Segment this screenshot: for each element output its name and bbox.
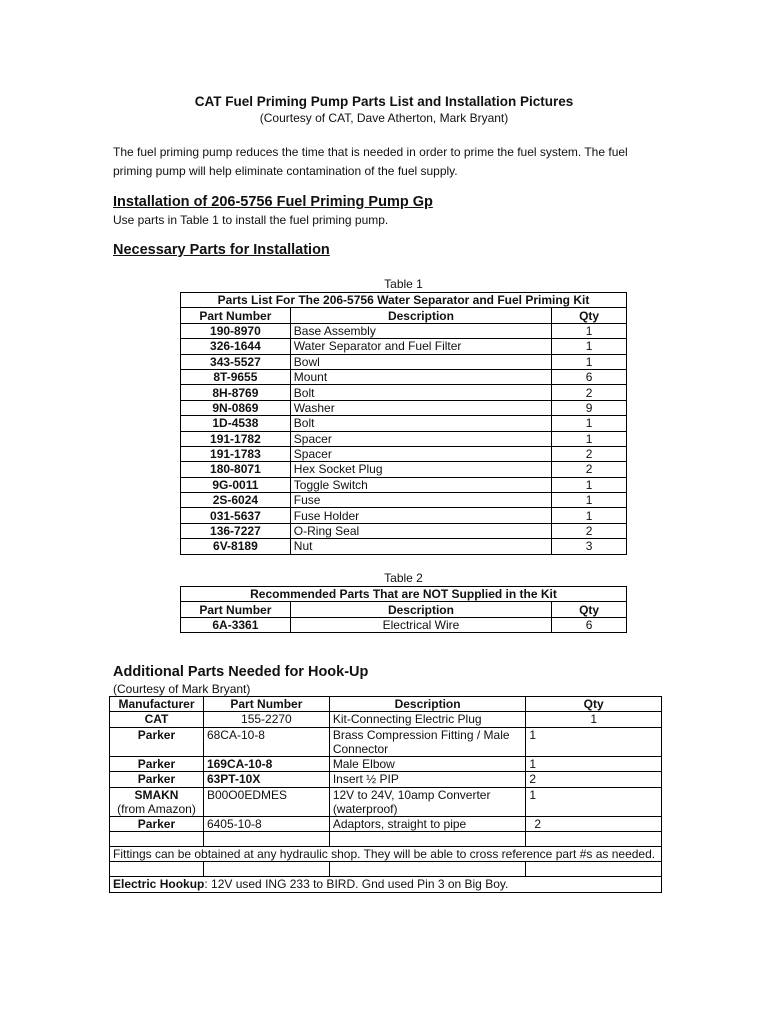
part-number: 191-1783 <box>181 446 291 461</box>
part-number: 155-2270 <box>203 712 329 727</box>
table-row <box>181 539 627 554</box>
description: Bolt <box>290 416 551 431</box>
qty: 1 <box>552 354 627 369</box>
part-number: 9N-0869 <box>181 400 291 415</box>
description: O-Ring Seal <box>290 523 551 538</box>
description: Washer <box>290 400 551 415</box>
description: Hex Socket Plug <box>290 462 551 477</box>
table-row <box>110 727 662 756</box>
qty: 1 <box>526 727 662 756</box>
table-row <box>181 446 627 461</box>
table1-col-qty: Qty <box>552 308 627 323</box>
part-number: 326-1644 <box>181 339 291 354</box>
qty: 1 <box>526 787 662 816</box>
table2-caption: Table 2 <box>384 571 423 585</box>
qty: 1 <box>552 493 627 508</box>
table-row <box>110 756 662 771</box>
description: 12V to 24V, 10amp Converter (waterproof) <box>329 787 526 816</box>
description: Brass Compression Fitting / Male Connector <box>329 727 526 756</box>
part-number: 6V-8189 <box>181 539 291 554</box>
additional-heading: Additional Parts Needed for Hook-Up <box>113 664 369 680</box>
description: Kit-Connecting Electric Plug <box>329 712 526 727</box>
qty: 1 <box>552 323 627 338</box>
manufacturer-source: (from Amazon) <box>117 801 196 816</box>
qty: 2 <box>552 446 627 461</box>
qty: 2 <box>552 523 627 538</box>
part-number: 8T-9655 <box>181 369 291 384</box>
manufacturer: CAT <box>110 712 204 727</box>
table3-col-part: Part Number <box>203 697 329 712</box>
table-row <box>181 508 627 523</box>
description: Mount <box>290 369 551 384</box>
empty-row <box>110 831 662 846</box>
table3-col-desc: Description <box>329 697 526 712</box>
description: Fuse <box>290 493 551 508</box>
table1-caption: Table 1 <box>384 277 423 291</box>
description: Nut <box>290 539 551 554</box>
qty: 1 <box>526 712 662 727</box>
table-row <box>181 400 627 415</box>
table-row <box>110 712 662 727</box>
qty: 6 <box>552 369 627 384</box>
part-number: 1D-4538 <box>181 416 291 431</box>
intro-paragraph: The fuel priming pump reduces the time that is needed in order to prime the fuel system. The fuel priming pump will help eliminate contamination of the fuel supply. <box>113 145 628 178</box>
qty: 1 <box>526 756 662 771</box>
table2-header: Recommended Parts That are NOT Supplied in the Kit <box>181 587 627 602</box>
description: Spacer <box>290 431 551 446</box>
fittings-note: Fittings can be obtained at any hydraulic shop. They will be able to cross reference part #s as needed. <box>110 846 662 861</box>
part-number: 8H-8769 <box>181 385 291 400</box>
qty: 2 <box>552 462 627 477</box>
table-row <box>110 772 662 787</box>
table-row <box>181 431 627 446</box>
manufacturer: Parker <box>110 772 204 787</box>
table-row <box>181 462 627 477</box>
table3-col-qty: Qty <box>526 697 662 712</box>
description: Bolt <box>290 385 551 400</box>
description: Adaptors, straight to pipe <box>329 816 526 831</box>
table-row <box>181 385 627 400</box>
description: Base Assembly <box>290 323 551 338</box>
qty: 2 <box>552 385 627 400</box>
table-row <box>181 369 627 384</box>
part-number: B00O0EDMES <box>203 787 329 816</box>
part-number: 2S-6024 <box>181 493 291 508</box>
table2-col-part: Part Number <box>181 602 291 617</box>
qty: 1 <box>552 477 627 492</box>
table2-col-desc: Description <box>290 602 551 617</box>
manufacturer-cell <box>110 787 204 816</box>
table-row <box>110 787 662 816</box>
part-number: 190-8970 <box>181 323 291 338</box>
electric-hookup-label: Electric Hookup <box>113 877 205 892</box>
part-number: 191-1782 <box>181 431 291 446</box>
additional-courtesy: (Courtesy of Mark Bryant) <box>113 682 251 696</box>
description: Fuse Holder <box>290 508 551 523</box>
part-number: 68CA-10-8 <box>203 727 329 756</box>
description: Bowl <box>290 354 551 369</box>
description: Toggle Switch <box>290 477 551 492</box>
qty: 2 <box>526 816 662 831</box>
page-title: CAT Fuel Priming Pump Parts List and Installation Pictures <box>194 94 574 109</box>
recommended-parts-table <box>180 586 627 633</box>
electric-hookup-text: : 12V used ING 233 to BIRD. Gnd used Pin 3 on Big Boy. <box>204 877 509 892</box>
table-row <box>181 416 627 431</box>
part-number: 6A-3361 <box>181 617 291 632</box>
part-number: 180-8071 <box>181 462 291 477</box>
part-number: 031-5637 <box>181 508 291 523</box>
hookup-parts-table <box>109 696 662 893</box>
table1-header: Parts List For The 206-5756 Water Separator and Fuel Priming Kit <box>181 293 627 308</box>
qty: 9 <box>552 400 627 415</box>
part-number: 9G-0011 <box>181 477 291 492</box>
table1-col-desc: Description <box>290 308 551 323</box>
table1-col-part: Part Number <box>181 308 291 323</box>
description: Spacer <box>290 446 551 461</box>
qty: 1 <box>552 508 627 523</box>
table-row <box>181 523 627 538</box>
table-row <box>181 354 627 369</box>
manufacturer: Parker <box>110 816 204 831</box>
description: Electrical Wire <box>290 617 551 632</box>
parts-table <box>180 292 627 555</box>
table3-col-mfr: Manufacturer <box>110 697 204 712</box>
page-subtitle: (Courtesy of CAT, Dave Atherton, Mark Bryant) <box>259 111 509 125</box>
qty: 3 <box>552 539 627 554</box>
qty: 2 <box>526 772 662 787</box>
install-heading: Installation of 206-5756 Fuel Priming Pump Gp <box>113 194 433 210</box>
necessary-heading: Necessary Parts for Installation <box>113 242 330 258</box>
empty-row <box>110 862 662 877</box>
qty: 1 <box>552 339 627 354</box>
part-number: 63PT-10X <box>203 772 329 787</box>
table2-col-qty: Qty <box>552 602 627 617</box>
electric-hookup-cell <box>110 877 662 892</box>
part-number: 343-5527 <box>181 354 291 369</box>
description: Water Separator and Fuel Filter <box>290 339 551 354</box>
table-row <box>110 816 662 831</box>
table-row <box>181 323 627 338</box>
install-text: Use parts in Table 1 to install the fuel priming pump. <box>113 213 389 227</box>
qty: 1 <box>552 416 627 431</box>
part-number: 6405-10-8 <box>203 816 329 831</box>
qty: 1 <box>552 431 627 446</box>
manufacturer: SMAKN <box>134 787 179 802</box>
table-row <box>181 617 627 632</box>
part-number: 136-7227 <box>181 523 291 538</box>
description: Insert ½ PIP <box>329 772 526 787</box>
part-number: 169CA-10-8 <box>203 756 329 771</box>
description: Male Elbow <box>329 756 526 771</box>
manufacturer: Parker <box>110 727 204 756</box>
electric-row <box>110 877 662 892</box>
manufacturer: Parker <box>110 756 204 771</box>
note-row <box>110 846 662 861</box>
table-row <box>181 477 627 492</box>
table-row <box>181 493 627 508</box>
table-row <box>181 339 627 354</box>
qty: 6 <box>552 617 627 632</box>
